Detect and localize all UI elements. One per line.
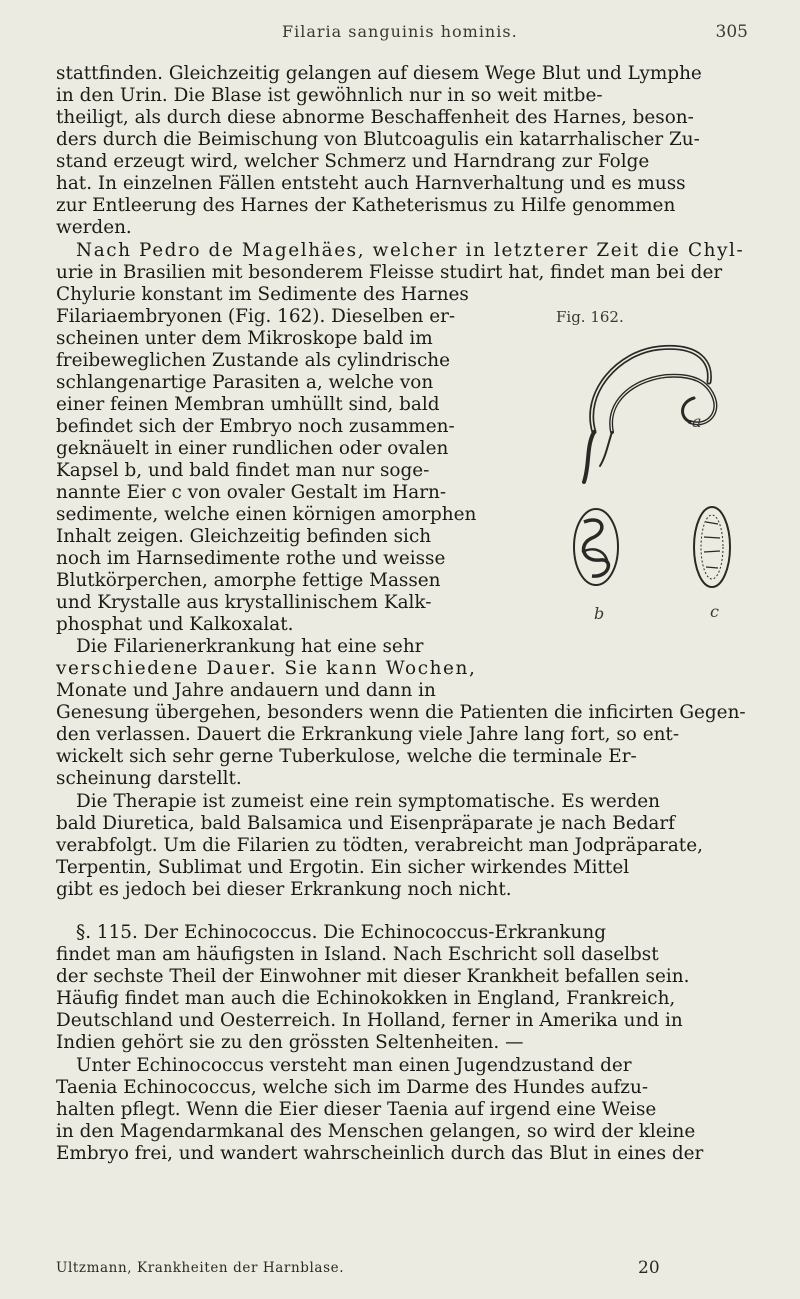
text-line: freibeweglichen Zustande als cylindrische [56,350,450,371]
text-line: Monate und Jahre andauern und dann in [56,680,436,701]
text-line: schlangenartige Parasiten a, welche von [56,372,434,393]
text-line: Genesung übergehen, besonders wenn die Patienten die inficirten Gegen- [56,702,746,723]
text-line: scheinen unter dem Mikroskope bald im [56,328,433,349]
text-line: Taenia Echinococcus, welche sich im Darme des Hundes aufzu- [56,1077,649,1098]
figure-162 [534,308,774,628]
text-line: verabfolgt. Um die Filarien zu tödten, verabreicht man Jodpräparate, [56,835,703,856]
text-line: Häufig findet man auch die Echinokokken in England, Frankreich, [56,988,676,1009]
text-line: der sechste Theil der Einwohner mit dieser Krankheit befallen sein. [56,966,690,987]
text-line: Blutkörperchen, amorphe fettige Massen [56,570,441,591]
text-line: ders durch die Beimischung von Blutcoagulis ein katarrhalischer Zu- [56,129,700,150]
text-line: und Krystalle aus krystallinischem Kalk- [56,592,432,613]
text-line: Unter Echinococcus versteht man einen Jugendzustand der [76,1055,632,1076]
figure-letter-a: a [692,412,702,431]
text-line: phosphat und Kalkoxalat. [56,614,294,635]
text-line: befindet sich der Embryo noch zusammen- [56,416,455,437]
text-line: halten pflegt. Wenn die Eier dieser Taenia auf irgend eine Weise [56,1099,657,1120]
running-head [0,22,800,46]
text-line: Inhalt zeigen. Gleichzeitig befinden sich [56,526,432,547]
filaria-illustration [534,332,774,622]
text-line: stand erzeugt wird, welcher Schmerz und Harndrang zur Folge [56,151,650,172]
text-line: in den Magendarmkanal des Menschen gelangen, so wird der kleine [56,1121,696,1142]
text-line: sedimente, welche einen körnigen amorphen [56,504,477,525]
figure-letter-c: c [710,602,719,621]
text-line: Filariaembryonen (Fig. 162). Dieselben er- [56,306,456,327]
text-line: stattfinden. Gleichzeitig gelangen auf diesem Wege Blut und Lymphe [56,63,702,84]
egg-c-drawing [694,507,730,587]
text-line: einer feinen Membran umhüllt sind, bald [56,394,440,415]
text-line: Nach Pedro de Magelhäes, welcher in letzterer Zeit die Chyl- [76,240,745,261]
figure-label: Fig. 162. [556,308,624,326]
text-line: hat. In einzelnen Fällen entsteht auch Harnverhaltung und es muss [56,173,686,194]
text-line: urie in Brasilien mit besonderem Fleisse studirt hat, findet man bei der [56,262,723,283]
text-line: Kapsel b, und bald findet man nur soge- [56,460,430,481]
text-line: scheinung darstellt. [56,768,242,789]
text-line: theiligt, als durch diese abnorme Beschaffenheit des Harnes, beson- [56,107,694,128]
signature-mark: 20 [638,1258,660,1278]
text-line: Chylurie konstant im Sedimente des Harnes [56,284,469,305]
text-line: zur Entleerung des Harnes der Katheterismus zu Hilfe genommen [56,195,676,216]
text-line: findet man am häufigsten in Island. Nach Eschricht soll daselbst [56,944,659,965]
figure-letter-b: b [594,604,605,623]
capsule-b-drawing [574,509,618,585]
text-line: bald Diuretica, bald Balsamica und Eisenpräparate je nach Bedarf [56,813,675,834]
text-line: den verlassen. Dauert die Erkrankung viele Jahre lang fort, so ent- [56,724,680,745]
text-line: wickelt sich sehr gerne Tuberkulose, welche die terminale Er- [56,746,637,767]
running-title: Filaria sanguinis hominis. [282,22,518,41]
text-line: Deutschland und Oesterreich. In Holland, ferner in Amerika und in [56,1010,683,1031]
text-line: Terpentin, Sublimat und Ergotin. Ein sicher wirkendes Mittel [56,857,630,878]
text-line: Die Therapie ist zumeist eine rein symptomatische. Es werden [76,791,661,812]
text-line: geknäuelt in einer rundlichen oder ovalen [56,438,449,459]
text-line: noch im Harnsedimente rothe und weisse [56,548,446,569]
text-line: verschiedene Dauer. Sie kann Wochen, [56,658,477,679]
page-number: 305 [715,22,748,42]
text-line: werden. [56,217,132,238]
text-line: §. 115. Der Echinococcus. Die Echinococcus-Erkrankung [76,922,607,943]
text-line: gibt es jedoch bei dieser Erkrankung noch nicht. [56,879,512,900]
text-line: in den Urin. Die Blase ist gewöhnlich nur in so weit mitbe- [56,85,603,106]
text-line: Die Filarienerkrankung hat eine sehr [76,636,424,657]
text-line: Indien gehört sie zu den grössten Seltenheiten. — [56,1032,524,1053]
text-line: nannte Eier c von ovaler Gestalt im Harn- [56,482,447,503]
text-line: Embryo frei, und wandert wahrscheinlich durch das Blut in eines der [56,1143,704,1164]
footer-source: Ultzmann, Krankheiten der Harnblase. [56,1260,345,1276]
